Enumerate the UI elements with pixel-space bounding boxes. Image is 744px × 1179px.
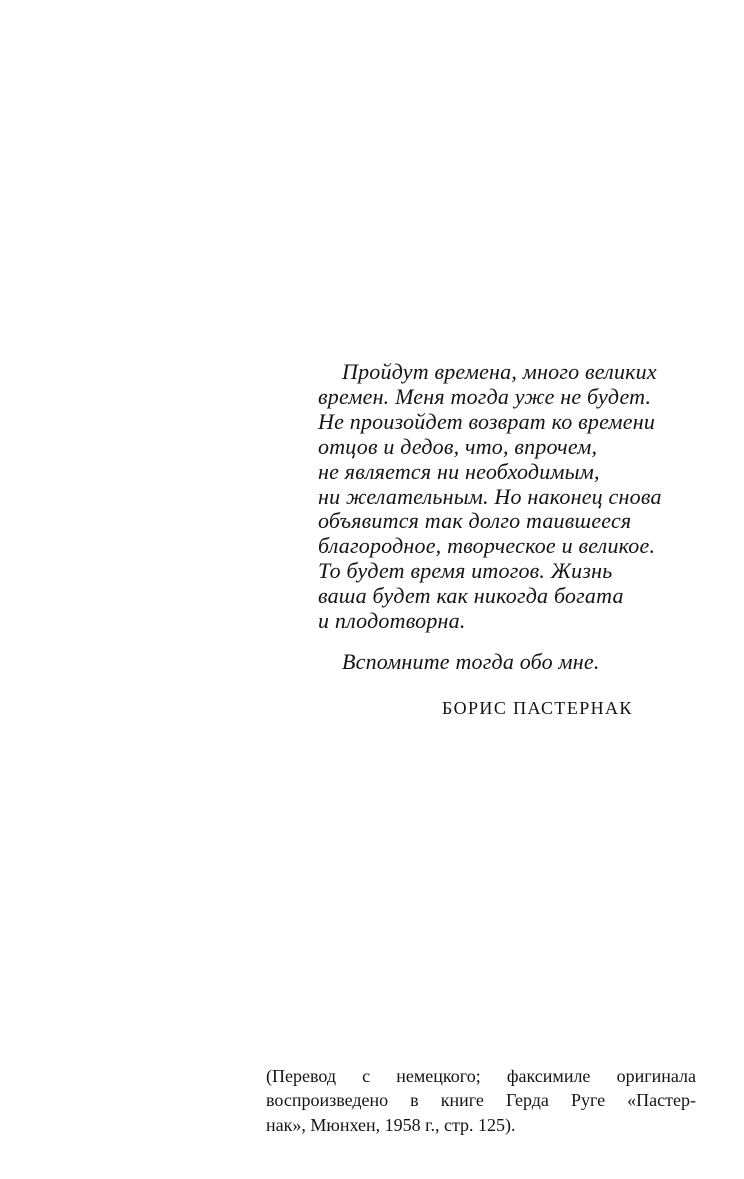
poem-line: благородное, творческое и великое. <box>318 533 656 559</box>
poem-line: ваша будет как никогда богата <box>318 583 624 609</box>
poem-line: ни желательным. Но наконец снова <box>318 483 662 509</box>
poem-line: Не произойдет возврат ко времени <box>318 408 656 434</box>
note-line: воспроизведено в книге Герда Руге «Пастер- <box>266 1090 696 1111</box>
author-signature: БОРИС ПАСТЕРНАК <box>442 698 633 718</box>
poem-line: отцов и дедов, что, впрочем, <box>318 433 598 459</box>
poem-line: времен. Меня тогда уже не будет. <box>318 383 652 409</box>
note-line: нак», Мюнхен, 1958 г., стр. 125). <box>266 1114 516 1135</box>
poem-line: Пройдут времена, много великих <box>342 359 657 384</box>
poem-line: не является ни необходимым, <box>318 458 600 484</box>
epigraph-poem <box>318 360 708 675</box>
poem-line: объявится так долго таившееся <box>318 508 632 534</box>
translation-note <box>266 1064 696 1137</box>
poem-line: То будет время итогов. Жизнь <box>318 558 613 584</box>
note-line: (Перевод с немецкого; факсимиле оригинала <box>266 1066 696 1086</box>
poem-closing-line: Вспомните тогда обо мне. <box>342 648 600 674</box>
poem-line: и плодотворна. <box>318 608 466 634</box>
